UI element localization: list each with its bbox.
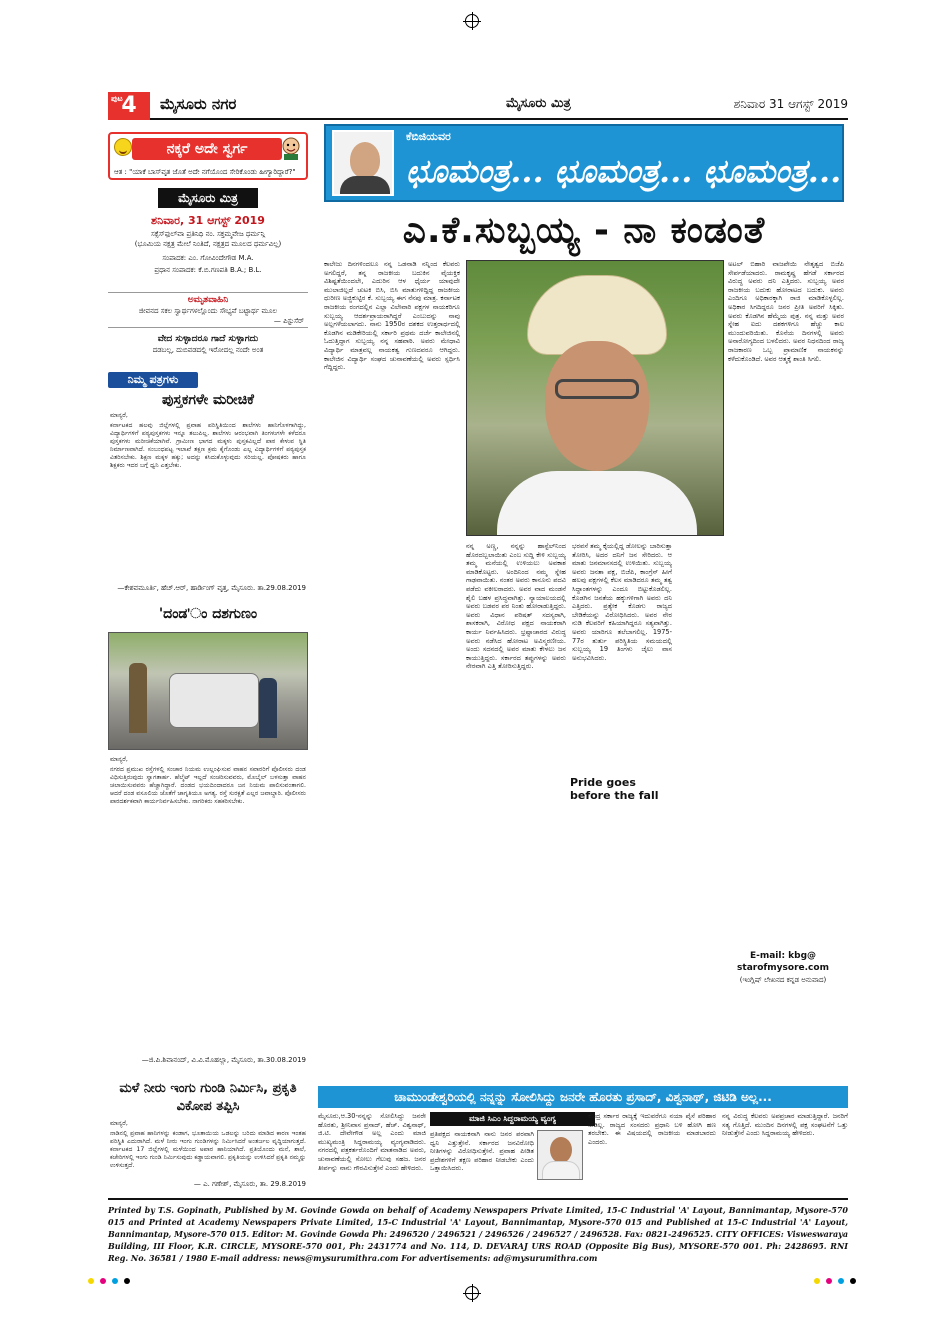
color-dot <box>112 1278 118 1284</box>
color-dot <box>826 1278 832 1284</box>
email-label: E-mail: kbg@ <box>749 951 817 961</box>
subject-portrait-photo <box>466 260 724 536</box>
car-shape <box>169 673 259 728</box>
color-dot <box>850 1278 856 1284</box>
article-column-3b <box>572 794 672 1080</box>
page-number-badge <box>108 92 150 120</box>
quote-text: ಜೀವನದ ಸಕಲ ಸ್ವಾರ್ಥಗಳಲ್ಲೊಂದು ಸೌಭ್ಯವೆ ಬಟ್ಟಾರ್ಥ ಮೂಲ <box>138 307 278 315</box>
info-line-1: ಸಕ್ಸೆಸ್‌ಫುಲ್‌ವಾ ಪ್ರತಿನಿಧಿ ನಂ. ಸಕ್ತಮ್ಮವೇಜ ಧರ್ಮನ್ಗಿ <box>151 230 265 238</box>
color-dot <box>814 1278 820 1284</box>
masthead-logo: ಮೈಸೂರು ಮಿತ್ರ <box>158 188 258 208</box>
proverb-text: ದಡಬಲ್ಲ, ದುಬಿವಡದಲ್ಲಿ ಇರೋದಲ್ಲ ನಂದೇ ಅಂತ <box>152 346 264 354</box>
article-column-3: ಭರವಸೆ ತಮ್ಮ ಕೈಯಲ್ಲಿದ್ದ ಡೋಲನ್ನು ಬಾರಿಸುತ್ತಾ ತೋರಿಸಿ, ಅದರ ದನಿಗೆ ಜನ ಸೇರಿದರು. ಆ ಮಾತು ಜನಮಾನಸದಲ್ಲಿ ಉಳಿಯಿತು. ಸುಬ್ಬಯ್ಯ ಅವರು ಜನತಾ ಪಕ್ಷ, ಬಿಜೆಪಿ, ಕಾಂಗ್ರೆಸ್ ಹೀಗೆ ಹಲವು ಪಕ್ಷಗಳಲ್ಲಿ ಕೆಲಸ ಮಾಡಿದರೂ ತಮ್ಮ ತತ್ವ ಸಿದ್ಧಾಂತಗಳನ್ನು ಎಂದೂ ಬಿಟ್ಟುಕೊಡಲಿಲ್ಲ. ಕೊಡಗಿನ ಜನತೆಯ ಹಕ್ಕುಗಳಿಗಾಗಿ ಅವರು ದನಿ ಎತ್ತಿದರು. ಪ್ರತ್ಯೇಕ ಕೊಡಗು ರಾಜ್ಯದ ಬೇಡಿಕೆಯನ್ನು ವಿರೋಧಿಸಿದರು. ಅವರ ನೇರ ನುಡಿ ಕೆಲವರಿಗೆ ಕಹಿಯಾಗಿದ್ದರೂ ಸತ್ಯವಾಗಿತ್ತು. ಅವರು ಯಾರಿಗೂ ತಲೆಬಾಗಲಿಲ್ಲ. 1975-77ರ ತುರ್ತು ಪರಿಸ್ಥಿತಿಯ ಸಮಯದಲ್ಲಿ ಸುಬ್ಬಯ್ಯ 19 ತಿಂಗಳು ಜೈಲು ವಾಸ ಅನುಭವಿಸಿದರು. <box>572 542 672 662</box>
bottom-story-column-3: ಕೇಂದ್ರ ಸರ್ಕಾರ ರಾಜ್ಯಕ್ಕೆ ಇದುವರೆಗೂ ನಯಾ ಪೈಸೆ ಪರಿಹಾರ ನೀಡಿಲ್ಲ. ರಾಜ್ಯದ ಸಂಸದರು ಪ್ರಧಾನಿ ಬಳಿ ಹೋಗಿ ಹಣ ತರಬೇಕು. ಈ ವಿಷಯದಲ್ಲಿ ರಾಜಕೀಯ ಮಾಡಬಾರದು ಎಂದರು. <box>588 1112 716 1146</box>
joke-title: ನಕ್ಕರೆ ಅದೇ ಸ್ವರ್ಗ <box>132 138 282 160</box>
quote-title: ಅಮೃತವಾಹಿನಿ <box>187 295 229 305</box>
columnist-photo <box>332 130 394 196</box>
letter-1-body: ಕರ್ನಾಟಕದ ಹಲವು ಜಿಲ್ಲೆಗಳಲ್ಲಿ ಪ್ರವಾಹ ಪರಿಸ್ಥಿತಿಯಿಂದ ಶಾಲೆಗಳು ಹಾನಿಗೊಳಗಾಗಿದ್ದು, ವಿದ್ಯಾರ್ಥಿಗಳಿಗೆ ಪಠ್ಯಪುಸ್ತಕಗಳು ಇನ್ನೂ ತಲುಪಿಲ್ಲ. ಶಾಲೆಗಳು ಆರಂಭವಾಗಿ ತಿಂಗಳುಗಳೇ ಕಳೆದರೂ ಪುಸ್ತಕಗಳು ಮರೀಚಿಕೆಯಾಗಿವೆ. ಗ್ರಾಮೀಣ ಭಾಗದ ಮಕ್ಕಳು ಪುಸ್ತಕವಿಲ್ಲದೆ ಪಾಠ ಕೇಳುವ ಸ್ಥಿತಿ ನಿರ್ಮಾಣವಾಗಿದೆ. ಸಂಬಂಧಪಟ್ಟ ಇಲಾಖೆ ತಕ್ಷಣ ಕ್ರಮ ಕೈಗೊಂಡು ಎಲ್ಲ ವಿದ್ಯಾರ್ಥಿಗಳಿಗೆ ಪಠ್ಯಪುಸ್ತಕ ವಿತರಿಸಬೇಕು. ಶಿಕ್ಷಣ ಮಕ್ಕಳ ಹಕ್ಕು; ಅದನ್ನು ಕಸಿದುಕೊಳ್ಳುವುದು ಸರಿಯಲ್ಲ. ಪೋಷಕರು ಹಾಗೂ ಶಿಕ್ಷಕರು ಇದರ ಬಗ್ಗೆ ಧ್ವನಿ ಎತ್ತಬೇಕು. <box>110 422 306 469</box>
letter-1-title: ಪುಸ್ತಕಗಳೇ ಮರೀಚಿಕೆ <box>162 392 254 408</box>
bottom-story-subhead: ಮಾಜಿ ಸಿಎಂ ಸಿದ್ದರಾಮಯ್ಯ ವ್ಯಂಗ್ಯ <box>430 1112 595 1126</box>
politician-photo <box>537 1130 583 1180</box>
color-dot <box>838 1278 844 1284</box>
imprint-footer <box>108 1198 848 1272</box>
left-sidebar <box>108 124 308 1194</box>
joke-line-1: ಆತ : "ಯಾಕೆ ಬಾಸ್‌ವೃತ ಜೊತೆ ಅದೇ ನಗೆಯೊಂದ ಸೇರಿಕೊಂಡು ಹೀಗ್ಯಾರಿದ್ದಾರೆ?" <box>114 168 296 176</box>
letter-3-body: ನಾಡಿನಲ್ಲಿ ಪ್ರವಾಹ ಹಾನಿಗಳನ್ನು ಕಂಡಾಗ, ಭೂತಾಯಿಯ ಒಡಲನ್ನು ಬರಿದು ಮಾಡಿದ ಕಾರಣ ಇಂತಹ ಪರಿಸ್ಥಿತಿ ಎದುರಾಗಿದೆ. ಮಳೆ ನೀರು ಇಂಗು ಗುಂಡಿಗಳನ್ನು ನಿರ್ಮಿಸಿದರೆ ಅಂತರ್ಜಲ ವೃದ್ಧಿಯಾಗುತ್ತದೆ. ಕರ್ನಾಟಕದ 17 ಜಿಲ್ಲೆಗಳಲ್ಲಿ ಮಳೆಯಿಂದ ಅಪಾರ ಹಾನಿಯಾಗಿದೆ. ಪ್ರತಿಯೊಂದು ಮನೆ, ಶಾಲೆ, ಕಚೇರಿಗಳಲ್ಲಿ ಇಂಗು ಗುಂಡಿ ನಿರ್ಮಿಸುವುದು ಕಡ್ಡಾಯವಾಗಲಿ. ಪ್ರಕೃತಿಯನ್ನು ಉಳಿಸಿದರೆ ಪ್ರಕೃತಿ ನಮ್ಮನ್ನು ಉಳಿಸುತ್ತದೆ. <box>110 1130 306 1169</box>
color-dot <box>88 1278 94 1284</box>
letters-section-tag: ನಿಮ್ಮ ಪತ್ರಗಳು <box>108 372 198 388</box>
bottom-story-headline: ಚಾಮುಂಡೇಶ್ವರಿಯಲ್ಲಿ ನನ್ನನ್ನು ಸೋಲಿಸಿದ್ದು ಜನರೇ ಹೊರತು ಪ್ರಸಾದ್, ವಿಶ್ವನಾಥ್, ಜಿಟಿಡಿ ಅಲ್ಲ... <box>318 1086 848 1108</box>
color-dot <box>124 1278 130 1284</box>
sidebar-date: ಶನಿವಾರ, 31 ಆಗಸ್ಟ್ 2019 <box>151 214 265 227</box>
letter-2-salutation: ಮಾನ್ಯರೆ, <box>110 756 128 763</box>
smile-icon <box>114 138 132 156</box>
proverb-box <box>108 334 308 360</box>
imprint-text: Printed by T.S. Gopinath, Published by M. Govinde Gowda on behalf of Academy Newspapers Private Limited, 15-C Industrial 'A' Layout, Bannimantap, Mysore-570 015 and Printed at Academy Newspapers Private Limited, 15-C Industrial 'A' Layout, Bannimantap, Mysore-570 015 and Published at 15-C Industrial 'A' Layout, Bannimantap, Mysore-570 015. Editor: M. Govinde Gowda Ph: 2496520 / 2496521 / 2496526 / 2496527 / 2496528. Fax: 0821-2496525. CITY OFFICES: Visweswaraya Building, III Floor, K.R. CIRCLE, MYSORE-570 001, Ph: 2431774 and No. 114, D. DEVARAJ URS ROAD (Opposite Big Bus), MYSORE-570 001. Ph: 2428695. RNI Reg. No. 36581 / 1980 E-mail address: news@mysurumithra.com For advertisements: ad@mysurumithra.com <box>108 1205 848 1263</box>
article-column-2: ನನ್ನ ಅಣ್ಣ, ನನ್ನನ್ನು ಹಾಸ್ಟೆಲ್‌ನಿಂದ ಹೊರದಬ್ಬಲಾಯಿತು ಎಂಬ ಸುದ್ದಿ ಕೇಳಿ ಸುಬ್ಬಯ್ಯ ತಮ್ಮ ಮನೆಯಲ್ಲಿ ಉಳಿಯಲು ಅವಕಾಶ ಮಾಡಿಕೊಟ್ಟರು. ಅಂದಿನಿಂದ ನಮ್ಮ ಸ್ನೇಹ ಗಾಢವಾಯಿತು. ನಂತರ ಅವರು ಕಾನೂನು ಪದವಿ ಪಡೆದು ವಕೀಲರಾದರು. ಅವರ ವಾದ ಮಂಡನೆ ಶೈಲಿ ಬಹಳ ಪ್ರಸಿದ್ಧವಾಗಿತ್ತು. ನ್ಯಾಯಾಲಯದಲ್ಲಿ ಅವರು ಬಡವರ ಪರ ನಿಂತು ಹೋರಾಡುತ್ತಿದ್ದರು. ಅವರು ವಿಧಾನ ಪರಿಷತ್ ಸದಸ್ಯರಾಗಿ, ಶಾಸಕರಾಗಿ, ವಿರೋಧ ಪಕ್ಷದ ನಾಯಕರಾಗಿ ಕಾರ್ಯ ನಿರ್ವಹಿಸಿದರು. ಭ್ರಷ್ಟಾಚಾರದ ವಿರುದ್ಧ ಅವರು ನಡೆಸಿದ ಹೋರಾಟ ಅವಿಸ್ಮರಣೀಯ. ಅಂದು ಸದನದಲ್ಲಿ ಅವರ ಮಾತು ಕೇಳಲು ಜನ ಕಾಯುತ್ತಿದ್ದರು. ಸರ್ಕಾರದ ತಪ್ಪುಗಳನ್ನು ಅವರು ನೇರವಾಗಿ ಎತ್ತಿ ತೋರಿಸುತ್ತಿದ್ದರು. <box>466 542 566 671</box>
quote-author: — ಪಿಸ್ಟುಸೆರ್ <box>273 317 304 325</box>
person-shape <box>129 663 147 733</box>
registration-mark-bottom <box>465 1286 479 1300</box>
author-contact <box>722 950 844 986</box>
color-dot <box>100 1278 106 1284</box>
article-column-1: ಕಾಲೇಜು ದಿನಗಳಿಂದಲೂ ನನ್ನ ಒಡನಾಡಿ ನನ್ನಿಂದ ಕೆಲವರು ಅಗಲಿದ್ದರೆ, ತನ್ನ ರಾಜಕೀಯ ಬದುಕಿನ ವೈಯಕ್ತಿಕ ವಿಶಿಷ್ಟತೆಯಿಂದಲೇ, ಎದುರಿನ ಆಳ ಧೈರ್ಯ ಯಾವುದೇ ಮುಲಾಜಿಲ್ಲದೆ ಚುಟಕಿ ಬಿಸಿ, ಬಿಸಿ ಮಾತುಗಳಿದ್ದಿದ್ದ ರಾಜಕೀಯ ಧುರೀಣ ಅಜ್ಜಿಕುಟ್ಟಿರ ಕೆ. ಸುಬ್ಬಯ್ಯ ಈಗ ನೆನಪು ಮಾತ್ರ. ಕರ್ನಾಟಕ ರಾಜಕೀಯ ರಂಗದಲ್ಲಿನ ಎಲ್ಲಾ ವಿಲೇವಾರಿ ಪಕ್ಷಗಳ ನಾಯಕರಿಗೂ ಸುಬ್ಬಯ್ಯ ಆದರ್ಶಪ್ರಾಯರಾಗಿದ್ದರೆ ಎಂಬುದನ್ನು ನಾವು ಅಲ್ಲಗಳೆಯಲಾಗದು. ನಾನು 1950ರ ದಶಕದ ಉತ್ತರಾರ್ಧದಲ್ಲಿ ಕೊಡಗಿನ ಮಡಿಕೇರಿಯಲ್ಲಿ ಸರ್ಕಾರಿ ಪ್ರಥಮ ದರ್ಜೆ ಕಾಲೇಜಿನಲ್ಲಿ ಓದುತ್ತಿದ್ದಾಗ ಸುಬ್ಬಯ್ಯ ನನ್ನ ಸಹಪಾಠಿ. ಅವರು ಮೇಧಾವಿ ವಿದ್ಯಾರ್ಥಿ ಮಾತ್ರವಲ್ಲ ನಾಯಕತ್ವ ಗುಣದವರೂ ಆಗಿದ್ದರು. ಕಾಲೇಜಿನ ವಿದ್ಯಾರ್ಥಿ ಸಂಘದ ಚುನಾವಣೆಯಲ್ಲಿ ಅವರು ಸ್ಪರ್ಧಿಸಿ ಗೆದ್ದಿದ್ದರು. <box>324 260 460 372</box>
proverb-title: ವೇದ ಸುಳ್ಳಾದರೂ ಗಾದೆ ಸುಳ್ಳಾಗದು <box>157 334 259 344</box>
bottom-story-column-2: ಪ್ರತಿಪಕ್ಷದ ನಾಯಕನಾಗಿ ನಾನು ಜನರ ಪರವಾಗಿ ಧ್ವನಿ ಎತ್ತುತ್ತೇನೆ. ಸರ್ಕಾರದ ಜನವಿರೋಧಿ ನೀತಿಗಳನ್ನು ವಿರೋಧಿಸುತ್ತೇನೆ. ಪ್ರವಾಹ ಪೀಡಿತ ಪ್ರದೇಶಗಳಿಗೆ ತಕ್ಷಣ ಪರಿಹಾರ ನೀಡಬೇಕು ಎಂದು ಒತ್ತಾಯಿಸಿದರು. <box>430 1130 534 1173</box>
cartoon-face-icon <box>280 136 302 160</box>
columnist-name: ಕೆಬಿಜಿಯವರ <box>406 130 451 143</box>
email-domain: starofmysore.com <box>737 963 829 973</box>
column-title: ಛೂಮಂತ್ರ... ಛೂಮಂತ್ರ... ಛೂಮಂತ್ರ... <box>406 152 842 190</box>
letter-2-signature: —ಜಿ.ಪಿ.ಶಿವಾನಂದ್, ವಿ.ವಿ.ಮೊಹಲ್ಲಾ, ಮೈಸೂರು, ತಾ.30.08.2019 <box>141 1056 306 1064</box>
page-date: ಶನಿವಾರ 31 ಆಗಸ್ಟ್ 2019 <box>733 97 848 111</box>
quote-box <box>108 292 308 328</box>
page-number: 4 <box>121 93 137 118</box>
pull-quote: Pride goes before the fall <box>570 776 659 802</box>
editor-line: ಸಂಪಾದಕ: ಎಂ. ಗೋವಿಂದೇಗೌಡ M.A. <box>162 254 254 262</box>
paper-name: ಮೈಸೂರು ಮಿತ್ರ <box>506 96 571 111</box>
main-article <box>318 124 848 1094</box>
traffic-photo <box>108 632 308 750</box>
letter-2-title: 'ದಂಡ'ಂ ದಶಗುಣಂ <box>158 606 258 622</box>
info-line-2: (ಭೂಮಿಯ ನಕ್ಷತ್ರ ಮೇಲೆ ನಿಂತಿದೆ, ನಕ್ಷತ್ರದ ಮೂಲದ ಧರ್ಮವಿಲ್ಲ) <box>134 240 282 248</box>
bottom-story-column-4: ನನ್ನ ವಿರುದ್ಧ ಕೆಲವರು ಅಪಪ್ರಚಾರ ಮಾಡುತ್ತಿದ್ದಾರೆ. ಜನರಿಗೆ ಸತ್ಯ ಗೊತ್ತಿದೆ. ಮುಂದಿನ ದಿನಗಳಲ್ಲಿ ಪಕ್ಷ ಸಂಘಟನೆಗೆ ಒತ್ತು ನೀಡುತ್ತೇನೆ ಎಂದು ಸಿದ್ದರಾಮಯ್ಯ ಹೇಳಿದರು. <box>722 1112 848 1138</box>
letter-3-signature: — ಎ. ಗಣೇಶ್, ಮೈಸೂರು, ತಾ. 29.8.2019 <box>193 1180 306 1188</box>
translation-note: (ಇಂಗ್ಲಿಷ್ ಲೇಖನದ ಕನ್ನಡ ಅನುವಾದ) <box>739 976 827 984</box>
article-column-4: ಅಟಲ್ ಬಿಹಾರಿ ವಾಜಪೇಯಿ ನೇತೃತ್ವದ ಬಿಜೆಪಿ ಸೇರ್ಪಡೆಯಾದರು. ರಾಮಕೃಷ್ಣ ಹೆಗಡೆ ಸರ್ಕಾರದ ವಿರುದ್ಧ ಅವರು ದನಿ ಎತ್ತಿದರು. ಸುಬ್ಬಯ್ಯ ಅವರ ರಾಜಕೀಯ ಬದುಕು ಹೋರಾಟದ ಬದುಕು. ಅವರು ಎಂದಿಗೂ ಅಧಿಕಾರಕ್ಕಾಗಿ ರಾಜಿ ಮಾಡಿಕೊಳ್ಳಲಿಲ್ಲ. ಅಧಿಕಾರ ಸಿಗದಿದ್ದರೂ ಜನರ ಪ್ರೀತಿ ಅವರಿಗೆ ಸಿಕ್ಕಿತು. ಅವರು ಕೊಡಗಿನ ಹೆಮ್ಮೆಯ ಪುತ್ರ. ನನ್ನ ಮತ್ತು ಅವರ ಸ್ನೇಹ ಐದು ದಶಕಗಳಿಗೂ ಹೆಚ್ಚು ಕಾಲ ಮುಂದುವರಿಯಿತು. ಕೊನೆಯ ದಿನಗಳಲ್ಲಿ ಅವರು ಅನಾರೋಗ್ಯದಿಂದ ಬಳಲಿದರು. ಅವರ ನಿಧನದಿಂದ ರಾಜ್ಯ ರಾಜಕಾರಣ ಒಬ್ಬ ಪ್ರಾಮಾಣಿಕ ನಾಯಕನನ್ನು ಕಳೆದುಕೊಂಡಿದೆ. ಅವರ ಆತ್ಮಕ್ಕೆ ಶಾಂತಿ ಸಿಗಲಿ. <box>728 260 844 363</box>
letter-1-signature: —ಕೇಶವಮೂರ್ತಿ, ಹೆಚ್.ಆರ್, ಹಾರ್ಡಿಂಗ್ ವೃತ್ತ, ಮೈಸೂರು. ತಾ.29.08.2019 <box>117 584 306 592</box>
person-shape <box>259 678 277 738</box>
column-banner <box>324 124 844 202</box>
letter-2-body: ನಗರದ ಪ್ರಮುಖ ರಸ್ತೆಗಳಲ್ಲಿ ಸಂಚಾರ ನಿಯಮ ಉಲ್ಲಂಘಿಸುವ ವಾಹನ ಸವಾರರಿಗೆ ಪೊಲೀಸರು ದಂಡ ವಿಧಿಸುತ್ತಿರುವುದು ಸ್ವಾಗತಾರ್ಹ. ಹೆಲ್ಮೆಟ್ ಇಲ್ಲದೆ ಸಂಚರಿಸುವವರು, ಮೊಬೈಲ್ ಬಳಸುತ್ತಾ ವಾಹನ ಚಲಾಯಿಸುವವರು ಹೆಚ್ಚಾಗಿದ್ದಾರೆ. ದಂಡದ ಭಯದಿಂದಾದರೂ ಜನ ನಿಯಮ ಪಾಲಿಸುವಂತಾಗಲಿ. ಆದರೆ ದಂಡ ವಸೂಲಿಯ ಜೊತೆಗೆ ಜಾಗೃತಿಯೂ ಅಗತ್ಯ. ರಸ್ತೆ ಸುರಕ್ಷತೆ ಎಲ್ಲರ ಜವಾಬ್ದಾರಿ. ಪೊಲೀಸರು ಪಾರದರ್ಶಕವಾಗಿ ಕಾರ್ಯನಿರ್ವಹಿಸಬೇಕು. ನಾಗರಿಕರು ಸಹಕರಿಸಬೇಕು. <box>110 766 306 805</box>
bottom-story-column-1: ಮೈಸೂರು,ಆ.30-ನನ್ನನ್ನು ಸೋಲಿಸಿದ್ದು ಜನರೇ ಹೊರತು, ಶ್ರೀನಿವಾಸ ಪ್ರಸಾದ್, ಹೆಚ್. ವಿಶ್ವನಾಥ್, ಜಿ.ಟಿ. ದೇವೇಗೌಡ ಅಲ್ಲ ಎಂದು ಮಾಜಿ ಮುಖ್ಯಮಂತ್ರಿ ಸಿದ್ದರಾಮಯ್ಯ ವ್ಯಂಗ್ಯವಾಡಿದರು. ನಗರದಲ್ಲಿ ಪತ್ರಕರ್ತರೊಂದಿಗೆ ಮಾತನಾಡಿದ ಅವರು, ಚುನಾವಣೆಯಲ್ಲಿ ಸೋಲು ಗೆಲುವು ಸಹಜ. ಜನರ ತೀರ್ಪನ್ನು ನಾನು ಗೌರವಿಸುತ್ತೇನೆ ಎಂದು ಹೇಳಿದರು. <box>318 1112 426 1172</box>
article-headline: ಎ.ಕೆ.ಸುಬ್ಬಯ್ಯ - ನಾ ಕಂಡಂತೆ <box>402 210 766 251</box>
page-prefix: ಪುಟ <box>111 94 123 103</box>
registration-mark-top <box>465 14 479 28</box>
letter-3-salutation: ಮಾನ್ಯರೆ, <box>110 1120 128 1127</box>
chief-editor-line: ಪ್ರಧಾನ ಸಂಪಾದಕ: ಕೆ.ಬಿ.ಗಣಪತಿ B.A.; B.L. <box>154 266 262 274</box>
page-header <box>108 92 848 120</box>
section-title: ಮೈಸೂರು ನಗರ <box>160 95 237 113</box>
letter-1-salutation: ಮಾನ್ಯರೆ, <box>110 412 128 419</box>
letter-3-title: ಮಳೆ ನೀರು ಇಂಗು ಗುಂಡಿ ನಿರ್ಮಿಸಿ, ಪ್ರಕೃತಿ ವಿಕೋಪ ತಪ್ಪಿಸಿ <box>119 1081 297 1114</box>
